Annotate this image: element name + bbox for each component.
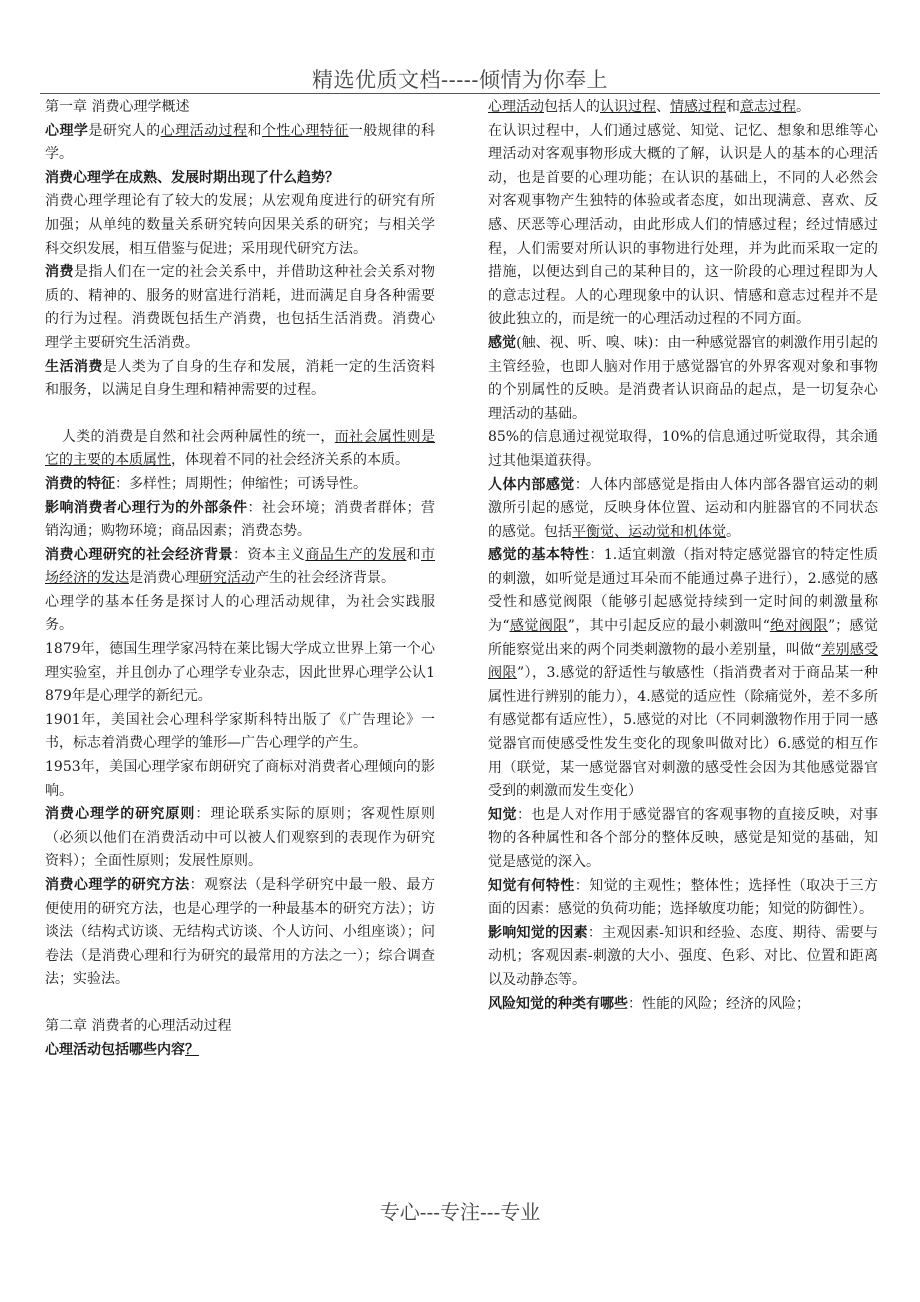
paragraph-consumption-attributes: 人类的消费是自然和社会两种属性的统一，而社会属性则是它的主要的本质属性，体现着不同的社会经济关系的本质。 bbox=[45, 428, 436, 469]
paragraph-psychology-definition: 心理学是研究人的心理活动过程和个性心理特征一般规律的科学。 bbox=[45, 122, 436, 163]
paragraph-research-methods: 消费心理学的研究方法：观察法（是科学研究中最一般、最方便使用的研究方法，也是心理学的一种最基本的研究方法）；访谈法（结构式访谈、无结构式访谈、个人访问、小组座谈）；问卷法（是消费心理和行为研究的最常用的方法之一）；综合调查法；实验法。 bbox=[45, 877, 436, 988]
paragraph-1879: 1879年，德国生理学家冯特在莱比锡大学成立世界上第一个心理实验室，并且创办了心理学专业杂志，因此世界心理学公认1879年是心理学的新纪元。 bbox=[45, 641, 435, 705]
chapter-1-title: 第一章 消费心理学概述 bbox=[45, 99, 190, 115]
spacer bbox=[45, 992, 435, 1015]
paragraph-consumption-features: 消费的特征：多样性；周期性；伸缩性；可诱导性。 bbox=[45, 475, 367, 492]
right-column bbox=[488, 96, 878, 1016]
question-trends: 消费心理学在成熟、发展时期出现了什么趋势？ bbox=[45, 169, 339, 186]
paragraph-economic-background: 消费心理研究的社会经济背景：资本主义商品生产的发展和市场经济的发达是消费心理研究活动产生的社会经济背景。 bbox=[45, 546, 436, 587]
page-header: 精选优质文档-----倾情为你奉上 bbox=[312, 68, 608, 92]
paragraph-life-consumption: 生活消费是人类为了自身的生存和发展，消耗一定的生活资料和服务，以满足自身生理和精神需要的过程。 bbox=[45, 358, 436, 399]
paragraph-research-principles: 消费心理学的研究原则：理论联系实际的原则；客观性原则（必须以他们在消费活动中可以被人们观察到的表现作为研究资料）；全面性原则；发展性原则。 bbox=[45, 806, 436, 870]
left-column bbox=[45, 96, 435, 1062]
chapter-2-title: 第二章 消费者的心理活动过程 bbox=[45, 1017, 232, 1034]
spacer bbox=[45, 403, 435, 426]
paragraph-consumption-definition: 消费是指人们在一定的社会关系中，并借助这种社会关系对物质的、精神的、服务的财富进行消耗，进而满足自身各种需要的行为过程。消费既包括生产消费，也包括生活消费。消费心理学主要研究生活消费。 bbox=[45, 264, 436, 351]
paragraph-sensation-properties: 感觉的基本特性：1.适宜刺激（指对特定感觉器官的特定性质的刺激，如听觉是通过耳朵而不能通过鼻子进行），2.感觉的感受性和感觉阀限（能够引起感觉持续到一定时间的刺激量称为“感觉阀限”，其中引起反应的最小刺激叫“绝对阀限”；感觉所能察觉出来的两个同类刺激物的最小差别量，叫做“差别感受阀限”），3.感觉的舒适性与敏感性（指消费者对于商品某一种属性进行辨别的能力），4.感觉的适应性（除痛觉外，差不多所有感觉都有适应性），5.感觉的对比（不同刺激物作用于同一感觉器官而使感受性发生变化的现象叫做对比）6.感觉的相互作用（联觉，某一感觉器官对刺激的感受性会因为其他感觉器官受到的刺激而发生变化） bbox=[488, 547, 879, 800]
header-divider bbox=[40, 93, 880, 94]
paragraph-1953: 1953年，美国心理学家布朗研究了商标对消费者心理倾向的影响。 bbox=[45, 759, 435, 799]
question-mental-activity: 心理活动包括哪些内容？ bbox=[45, 1041, 199, 1058]
paragraph-1901: 1901年，美国社会心理科学家斯科特出版了《广告理论》一书，标志着消费心理学的雏形—广告心理学的产生。 bbox=[45, 711, 435, 752]
paragraph-internal-sensation: 人体内部感觉：人体内部感觉是指由人体内部各器官运动的刺激所引起的感觉，反映身体位置、运动和内脏器官的不同状态的感觉。包括平衡觉、运动觉和机体觉。 bbox=[488, 476, 879, 540]
paragraph-basic-task: 心理学的基本任务是探讨人的心理活动规律，为社会实践服务。 bbox=[45, 593, 435, 634]
page-footer: 专心---专注---专业 bbox=[379, 1200, 541, 1224]
paragraph-perception-properties: 知觉有何特性：知觉的主观性；整体性；选择性（取决于三方面的因素：感觉的负荷功能；选择敏度功能；知觉的防御性）。 bbox=[488, 877, 879, 918]
paragraph-perception: 知觉：也是人对作用于感觉器官的客观事物的直接反映，对事物的各种属性和各个部分的整体反映，感觉是知觉的基础，知觉是感觉的深入。 bbox=[488, 806, 879, 870]
paragraph-cognitive-process: 在认识过程中，人们通过感觉、知觉、记忆、想象和思维等心理活动对客观事物形成大概的了解，认识是人的基本的心理活动，也是首要的心理功能；在认识的基础上，不同的人必然会对客观事物产生独特的体验或者态度，如出现满意、喜欢、反感、厌恶等心理活动，由此形成人们的情感过程；经过情感过程，人们需要对所认识的事物进行处理，并为此而采取一定的措施，以便达到自己的某种目的，这一阶段的心理过程即为人的意志过程。人的心理现象中的认识、情感和意志过程并不是彼此独立的，而是统一的心理活动过程的不同方面。 bbox=[488, 122, 878, 328]
paragraph-perception-factors: 影响知觉的因素：主观因素-知识和经验、态度、期待、需要与动机；客观因素-刺激的大小、强度、色彩、对比、位置和距离以及动静态等。 bbox=[488, 924, 879, 988]
paragraph-risk-perception: 风险知觉的种类有哪些：性能的风险；经济的风险； bbox=[488, 995, 810, 1012]
paragraph-mental-activity: 心理活动包括人的认识过程、情感过程和意志过程。 bbox=[488, 99, 810, 115]
paragraph-information-channels: 85%的信息通过视觉取得，10%的信息通过听觉取得，其余通过其他渠道获得。 bbox=[488, 429, 878, 469]
paragraph-external-conditions: 影响消费者心理行为的外部条件：社会环境；消费者群体；营销沟通；购物环境；商品因素；消费态势。 bbox=[45, 499, 436, 540]
paragraph-sensation: 感觉(触、视、听、嗅、味)：由一种感觉器官的刺激作用引起的主管经验，也即人脑对作用于感觉器官的外界客观对象和事物的个别属性的反映。是消费者认识商品的起点，是一切复杂心理活动的基础。 bbox=[488, 334, 878, 422]
answer-trends: 消费心理学理论有了较大的发展；从宏观角度进行的研究有所加强；从单纯的数量关系研究转向因果关系的研究；与相关学科交织发展，相互借鉴与促进；采用现代研究方法。 bbox=[45, 193, 435, 257]
